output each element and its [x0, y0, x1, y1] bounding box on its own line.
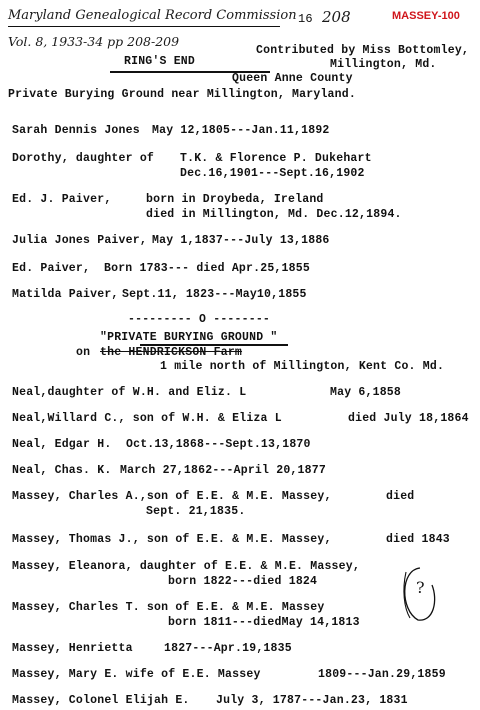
- entry-dates: died: [386, 490, 415, 503]
- entry-dates: died 1843: [386, 533, 450, 546]
- entry-name: Ed. Paiver,: [12, 262, 91, 275]
- page-number: 16: [298, 12, 313, 26]
- entry-dates: born 1822---died 1824: [168, 575, 318, 588]
- entry-dates: died July 18,1864: [348, 412, 469, 425]
- separator: --------- O --------: [128, 313, 271, 326]
- entry-name: Massey, Charles T. son of E.E. & M.E. Massey: [12, 601, 325, 614]
- entry-dates: July 3, 1787---Jan.23, 1831: [216, 694, 408, 707]
- page-number-handwritten: 208: [322, 8, 351, 26]
- entry-dates-line2: Sept. 21,1835.: [146, 505, 246, 518]
- entry-name: Massey, Henrietta: [12, 642, 133, 655]
- entry-dates: March 27,1862---April 20,1877: [120, 464, 326, 477]
- entry-name: Massey, Thomas J., son of E.E. & M.E. Massey,: [12, 533, 332, 546]
- entry-dates-line2: Dec.16,1901---Sept.16,1902: [180, 167, 365, 180]
- entry-dates-line2: died in Millington, Md. Dec.12,1894.: [146, 208, 402, 221]
- entry-name: Sarah Dennis Jones: [12, 124, 140, 137]
- entry-name: Neal, Chas. K.: [12, 464, 112, 477]
- entry-dates: Born 1783--- died Apr.25,1855: [104, 262, 310, 275]
- entry-dates: May 6,1858: [330, 386, 402, 399]
- contributor-line1: Contributed by Miss Bottomley,: [256, 44, 470, 57]
- entry-dates: born 1811---diedMay 14,1813: [168, 616, 360, 629]
- entry-dates: 1827---Apr.19,1835: [164, 642, 292, 655]
- entry-name: Dorothy, daughter of: [12, 152, 155, 165]
- entry-name: Massey, Colonel Elijah E.: [12, 694, 190, 707]
- volume-handwritten: Vol. 8, 1933-34 pp 208-209: [8, 34, 180, 49]
- entry-name: Massey, Eleanora, daughter of E.E. & M.E. Massey,: [12, 560, 360, 573]
- entry-dates: born in Droybeda, Ireland: [146, 193, 324, 206]
- section2-title: "PRIVATE BURYING GROUND ": [100, 331, 278, 344]
- entry-name: Ed. J. Paiver,: [12, 193, 112, 206]
- entry-name: Neal,Willard C., son of W.H. & Eliza L: [12, 412, 282, 425]
- margin-note: ?: [416, 578, 425, 597]
- entry-dates: Sept.11, 1823---May10,1855: [122, 288, 307, 301]
- contributor-line2: Millington, Md.: [330, 58, 437, 71]
- entry-dates: Oct.13,1868---Sept.13,1870: [126, 438, 311, 451]
- section2-location: 1 mile north of Millington, Kent Co. Md.: [160, 360, 445, 373]
- subtitle: Private Burying Ground near Millington, Maryland.: [8, 88, 356, 101]
- entry-dates: May 1,1837---July 13,1886: [152, 234, 330, 247]
- entry-name: Matilda Paiver,: [12, 288, 119, 301]
- section2-on: on: [76, 346, 91, 359]
- entry-name: Neal, Edgar H.: [12, 438, 112, 451]
- entry-name: Neal,daughter of W.H. and Eliz. L: [12, 386, 247, 399]
- commission-handwritten: Maryland Genealogical Record Commission: [8, 8, 297, 23]
- entry-name: Massey, Charles A.,son of E.E. & M.E. Massey,: [12, 490, 332, 503]
- entry-name: Massey, Mary E. wife of E.E. Massey: [12, 668, 261, 681]
- entry-name: Julia Jones Paiver,: [12, 234, 147, 247]
- entry-dates: T.K. & Florence P. Dukehart: [180, 152, 372, 165]
- county: Queen Anne County: [232, 72, 353, 85]
- entry-dates: May 12,1805---Jan.11,1892: [152, 124, 330, 137]
- entry-dates: 1809---Jan.29,1859: [318, 668, 446, 681]
- title-rings-end: RING'S END: [124, 55, 196, 68]
- massey-stamp: MASSEY-100: [392, 10, 460, 22]
- commission-underline: [8, 26, 280, 27]
- section2-farm: the HENDRICKSON Farm: [100, 346, 243, 359]
